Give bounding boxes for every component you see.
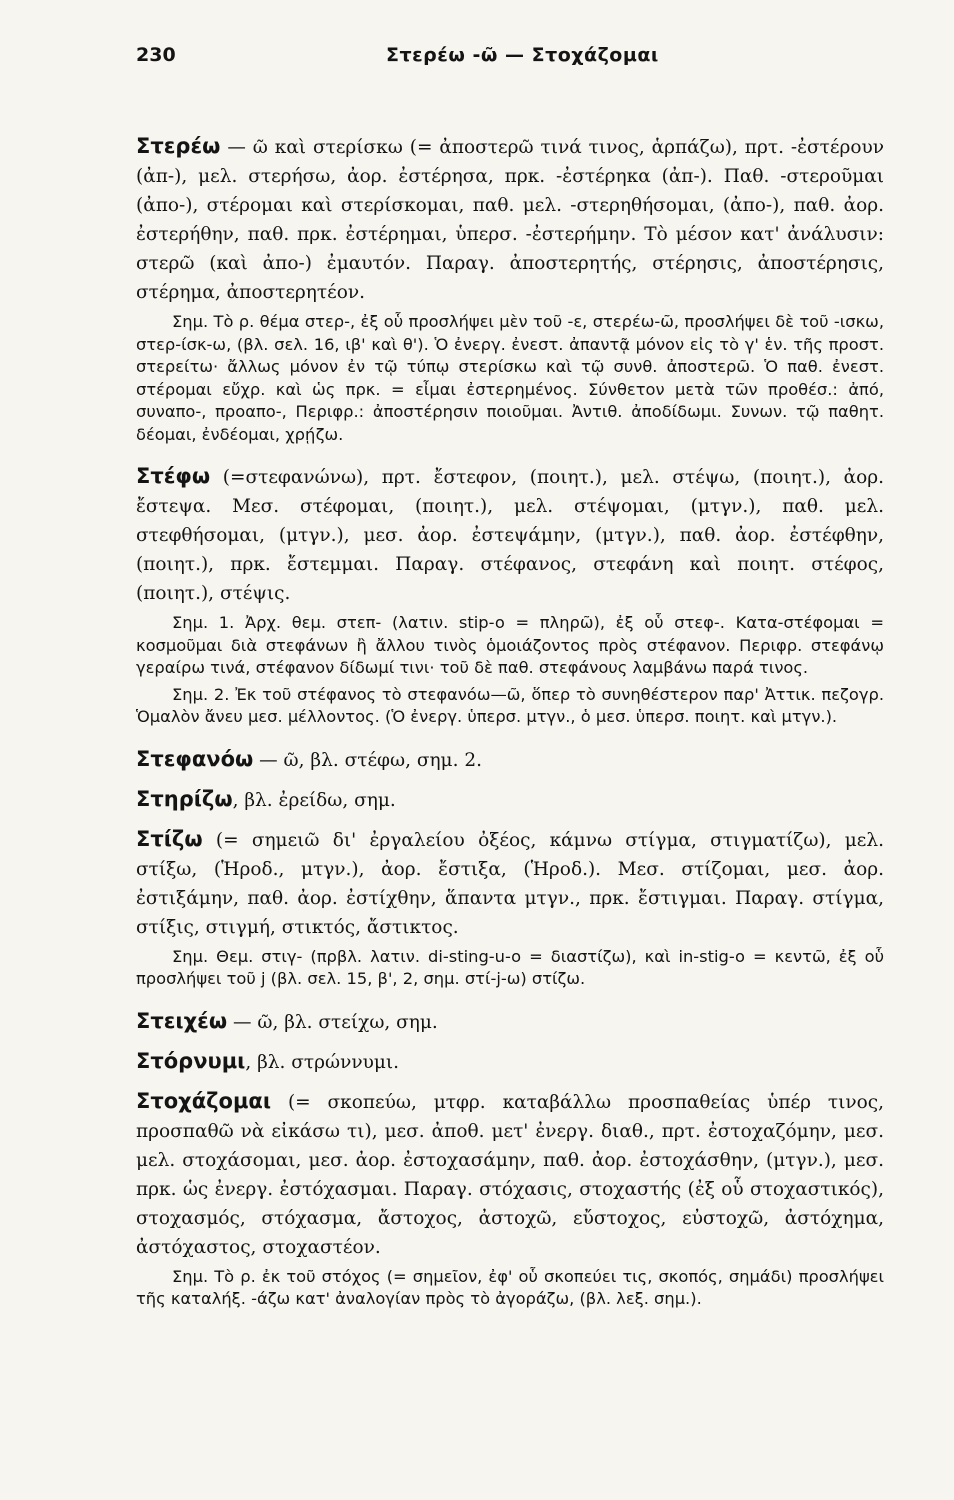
entry-text: , βλ. στρώννυμι. [245,1051,399,1073]
entry-sthrizw [136,785,884,815]
entry-body [136,132,884,307]
entry-body [136,825,884,942]
page-header [136,44,884,80]
entry-stefw [136,462,884,729]
lemma: Στοχάζομαι [136,1088,272,1113]
entry-note: Σημ. 1. Ἀρχ. θεμ. στεπ- (λατιν. stip-o = πληρῶ), ἐξ οὗ στεφ-. Κατα-στέφομαι = κοσμοῦμαι διὰ στεφάνων ἢ ἄλλου τινὸς ὁμοιάζοντος πρὸς στέφανον. Περιφρ. στεφάνῳ γεραίρω τινά, στέφανον δίδωμί τινι· τοῦ δὲ παθ. στεφάνους λαμβάνω παρά τινος. [136,613,884,677]
entry-body [136,462,884,608]
entry-text: (= σκοπεύω, μτφρ. καταβάλλω προσπαθείας ὑπέρ τινος, προσπαθῶ νὰ εἰκάσω τι), μεσ. ἀποθ. μετ' ἐνεργ. διαθ., πρτ. ἐστοχαζόμην, μεσ. μελ. στοχάσομαι, μεσ. ἀορ. ἐστοχασάμην, παθ. ἀορ. ἐστοχάσθην, (μτγν.), μεσ. πρκ. ὡς ἐνεργ. ἐστόχασμαι. Παραγ. στόχασις, στοχαστής (ἐξ οὗ στοχαστικός), στοχασμός, στόχασμα, ἄστοχος, ἀστοχῶ, εὔστοχος, εὐστοχῶ, ἀστόχημα, ἀστόχαστος, στοχαστέον. [136,1091,884,1258]
entry-stornymi [136,1047,884,1077]
entry-text: (=στεφανώνω), πρτ. ἔστεφον, (ποιητ.), μελ. στέψω, (ποιητ.), ἀορ. ἔστεψα. Μεσ. στέφομαι, (ποιητ.), μελ. στέψομαι, (μτγν.), παθ. μελ. στεφθήσομαι, (μτγν.), μεσ. ἀορ. ἐστεψάμην, (μτγν.), παθ. ἀορ. ἐστέφθην, (ποιητ.), πρκ. ἔστεμμαι. Παραγ. στέφανος, στεφάνη καὶ ποιητ. στέφος, (ποιητ.), στέψις. [136,467,884,604]
entry-sterew [136,132,884,446]
lemma: Στέφω [136,464,211,488]
entry-stizw [136,825,884,991]
running-head: Στερέω -ῶ — Στοχάζομαι [386,44,659,66]
entry-note: Σημ. Θεμ. στιγ- (πρβλ. λατιν. di-sting-u-o = διαστίζω), καὶ in-stig-o = κεντῶ, ἐξ οὗ προσλήψει τοῦ j (βλ. σελ. 15, β', 2, σημ. στί-j-ω) στίζω. [136,946,884,988]
entry-note: Σημ. 2. Ἐκ τοῦ στέφανος τὸ στεφανόω—ῶ, ὅπερ τὸ συνηθέστερον παρ' Ἀττικ. πεζογρ. Ὁμαλὸν ἄνευ μεσ. μέλλοντος. (Ὁ ἐνεργ. ὑπερσ. μτγν., ὁ μεσ. ὑπερσ. ποιητ. καὶ μτγν.). [136,684,884,726]
lemma: Στεφανόω [136,746,254,771]
lemma: Στερέω [136,134,221,158]
entry-body [136,745,884,775]
entry-stoxazomai [136,1087,884,1311]
entry-body [136,785,884,815]
entry-body [136,1007,884,1037]
entry-note: Σημ. Τὸ ρ. ἐκ τοῦ στόχος (= σημεῖον, ἐφ' οὗ σκοπεύει τις, σκοπός, σημάδι) προσλήψει τῆς καταλήξ. -άζω κατ' ἀναλογίαν πρὸς τὸ ἀγοράζω, (βλ. λεξ. σημ.). [136,1266,884,1308]
page-number: 230 [136,44,176,66]
lemma: Στίζω [136,826,203,851]
lemma: Στηρίζω [136,786,233,811]
entry-body [136,1047,884,1077]
entry-note: Σημ. Τὸ ρ. θέμα στερ-, ἐξ οὗ προσλήψει μὲν τοῦ -ε, στερέω-ῶ, προσλήψει δὲ τοῦ -ισκω, στερ-ίσκ-ω, (βλ. σελ. 16, ιβ' καὶ θ'). Ὁ ἐνεργ. ἐνεστ. ἀπαντᾷ μόνον εἰς τὸ γ' ἑν. τῆς προστ. στερείτω· ἄλλως μόνον ἐν τῷ τύπῳ στερίσκω καὶ τῷ συνθ. ἀποστερῶ. Ὁ παθ. ἐνεστ. στέρομαι εὔχρ. καὶ ὡς πρκ. = εἶμαι ἐστερημένος. Σύνθετον μετὰ τῶν προθέσ.: ἀπό, συναπο-, προαπο-, Περιφρ.: ἀποστέρησιν ποιοῦμαι. Ἀντιθ. ἀποδίδωμι. Συνων. τῷ παθητ. δέομαι, ἐνδέομαι, χρῄζω. [136,312,884,444]
entry-text: , βλ. ἐρείδω, σημ. [232,789,396,811]
entry-text: — ῶ καὶ στερίσκω (= ἀποστερῶ τινά τινος, ἁρπάζω), πρτ. -ἐστέρουν (ἀπ-), μελ. στερήσω, ἀορ. ἐστέρησα, πρκ. -ἐστέρηκα (ἀπ-). Παθ. -στεροῦμαι (ἀπο-), στέρομαι καὶ στερίσκομαι, παθ. μελ. -στερηθήσομαι, (ἀπο-), παθ. ἀορ. ἐστερήθην, παθ. πρκ. ἐστέρημαι, ὑπερσ. -ἐστερήμην. Τὸ μέσον κατ' ἀνάλυσιν: στερῶ (καὶ ἀπο-) ἐμαυτόν. Παραγ. ἀποστερητής, στέρησις, ἀποστέρησις, στέρημα, ἀποστερητέον. [136,137,884,303]
entry-text: — ῶ, βλ. στέφω, σημ. 2. [259,749,482,771]
entry-text: — ῶ, βλ. στείχω, σημ. [233,1011,438,1033]
entry-steixew [136,1007,884,1037]
entry-text: (= σημειῶ δι' ἐργαλείου ὀξέος, κάμνω στίγμα, στιγματίζω), μελ. στίξω, (Ἡροδ., μτγν.), ἀορ. ἔστιξα, (Ἡροδ.). Μεσ. στίζομαι, μεσ. ἀορ. ἐστιξάμην, παθ. ἀορ. ἐστίχθην, ἅπαντα μτγν., πρκ. ἔστιγμαι. Παραγ. στίγμα, στίξις, στιγμή, στικτός, ἄστικτος. [136,829,884,938]
lemma: Στόρνυμι [136,1048,246,1073]
entry-stefanow [136,745,884,775]
lemma: Στειχέω [136,1008,228,1033]
entry-body [136,1087,884,1262]
